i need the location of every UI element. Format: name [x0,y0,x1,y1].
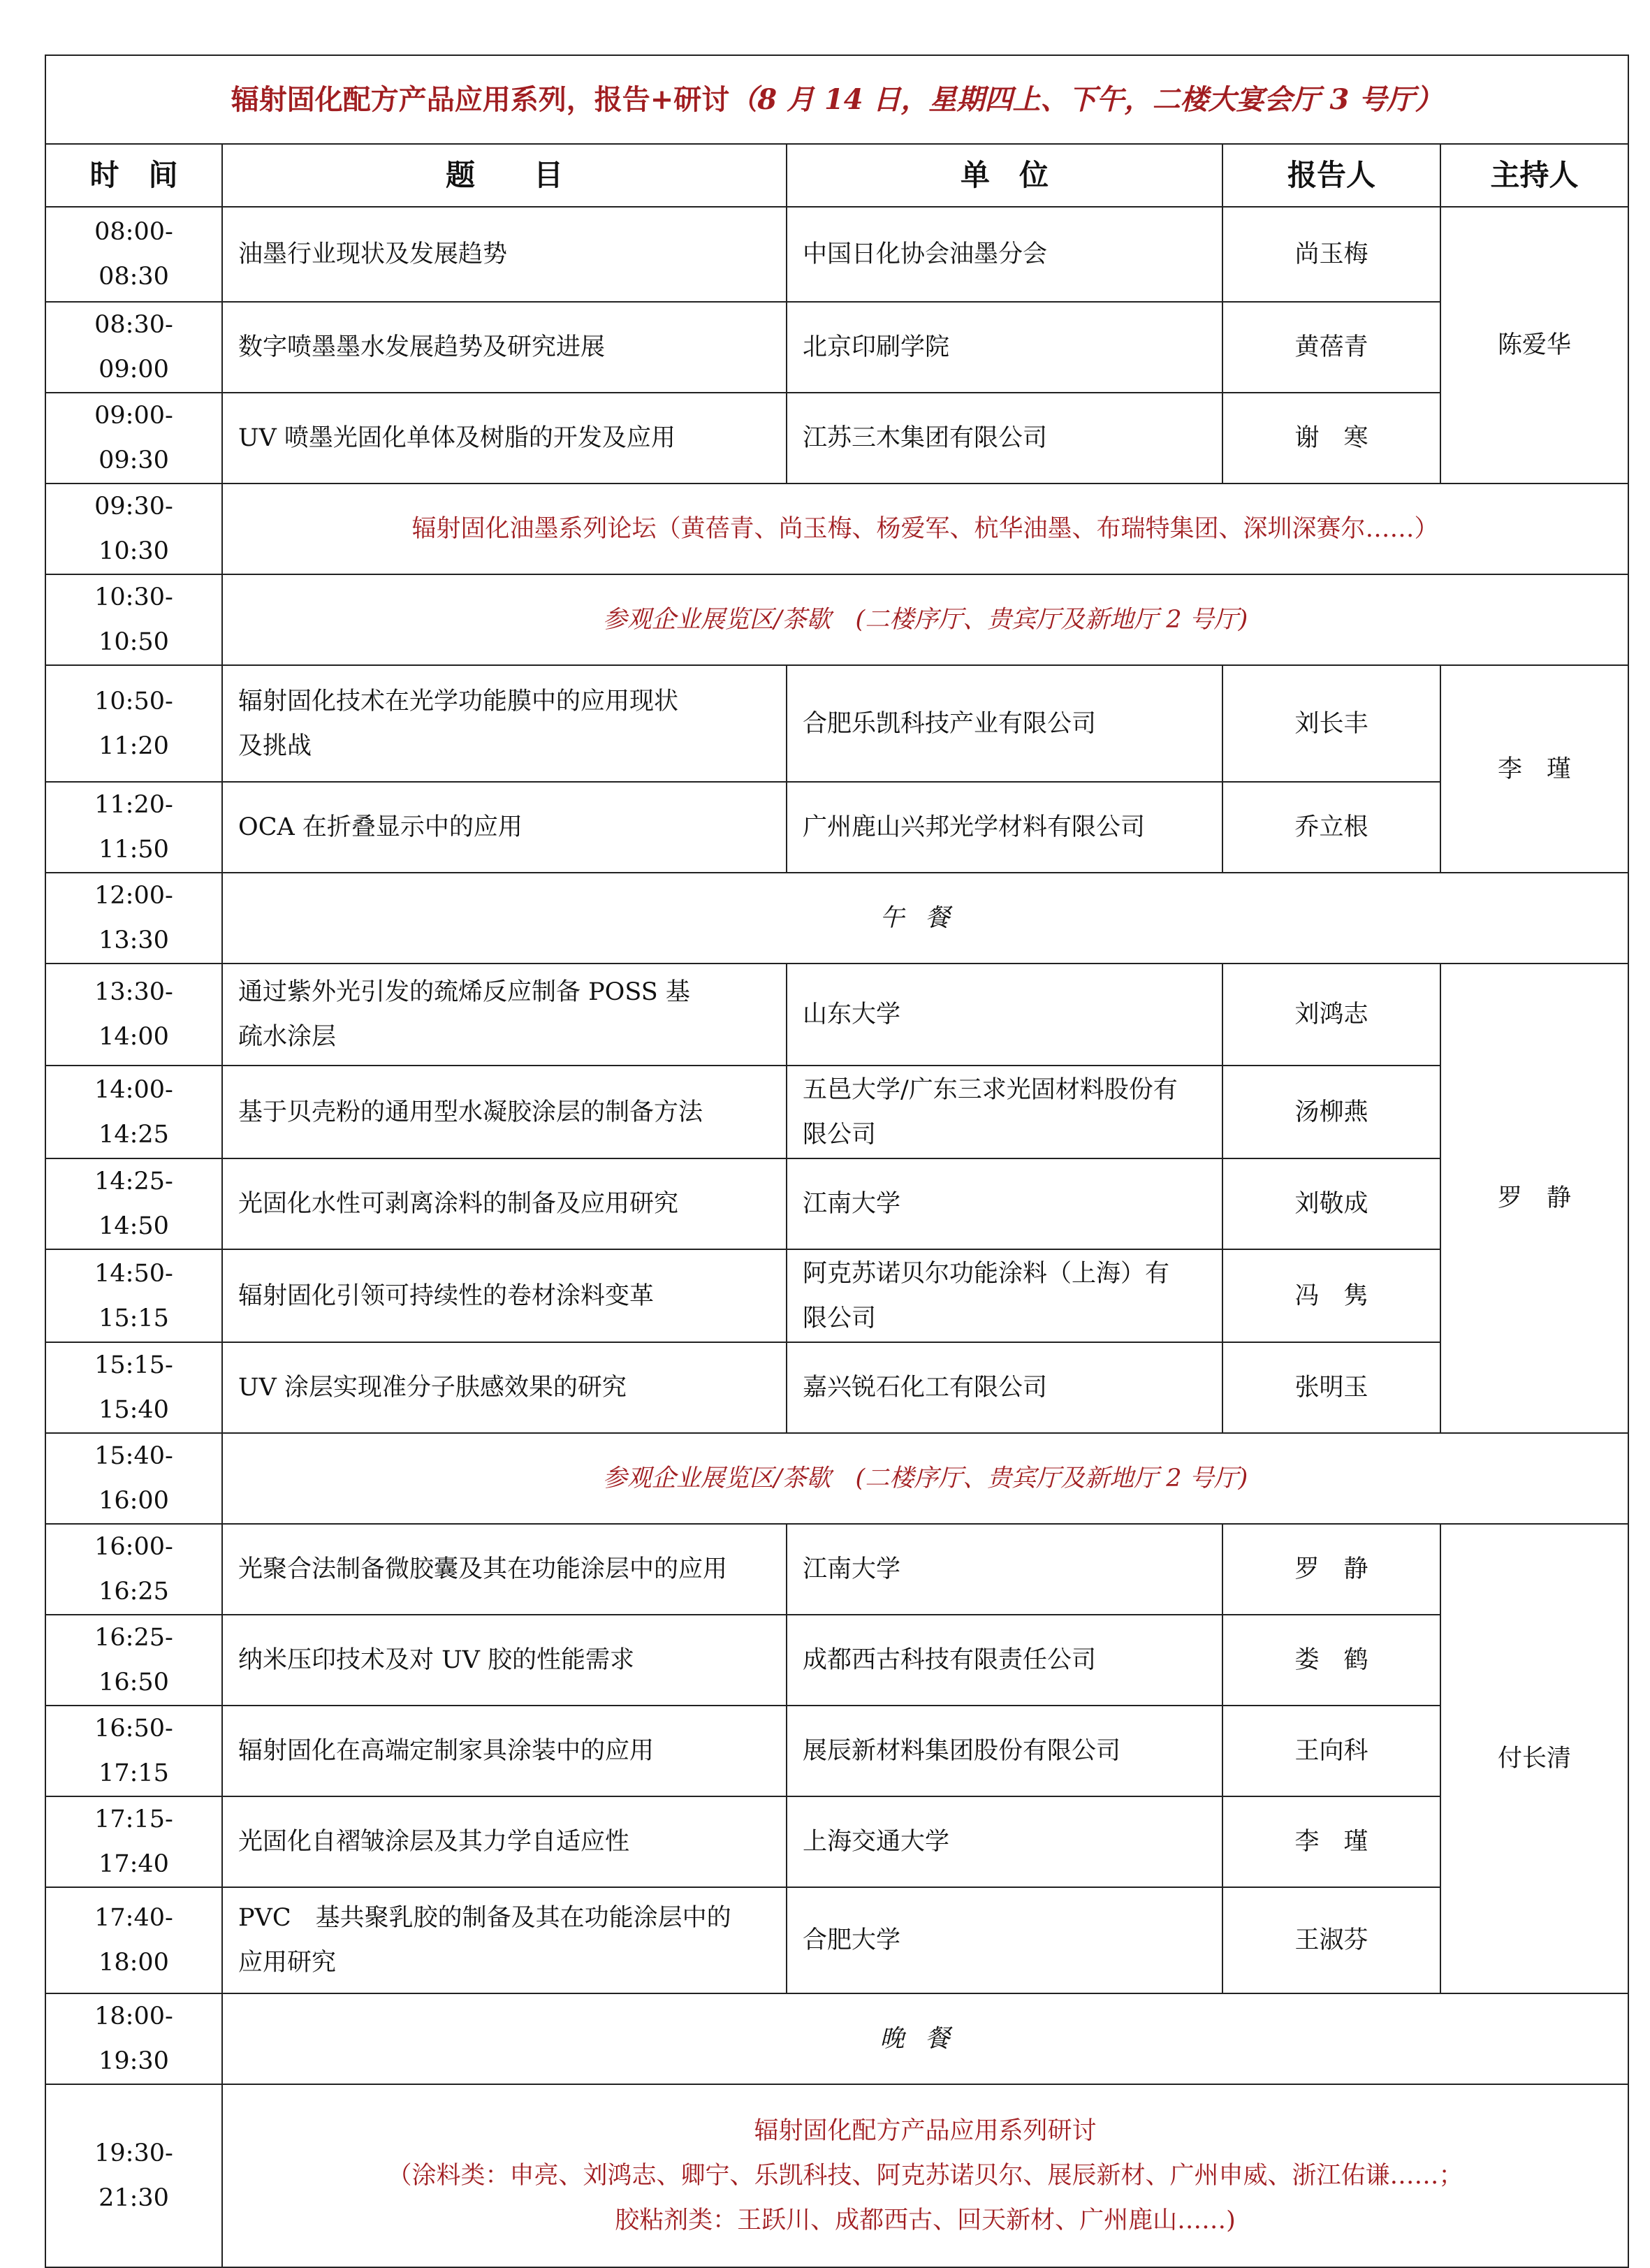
table-row [45,782,1628,873]
unit-cell: 合肥乐凯科技产业有限公司 [787,665,1222,782]
table-row [45,1615,1628,1706]
header-topic: 题 目 [222,144,787,207]
topic-line: 及挑战 [238,732,312,760]
topic-line: 辐射固化技术在光学功能膜中的应用现状 [238,687,679,715]
unit-cell: 江南大学 [787,1524,1222,1615]
time-cell: 17:15-17:40 [45,1796,222,1887]
time-cell: 09:30-10:30 [45,484,222,574]
break-banner: 参观企业展览区/茶歇 (二楼序厅、贵宾厅及新地厅 2 号厅) [222,574,1628,665]
time-cell: 12:00-13:30 [45,873,222,964]
table-row [45,1993,1628,2084]
table-row [45,574,1628,665]
speaker-cell: 张明玉 [1222,1342,1440,1433]
speaker-cell: 冯 隽 [1222,1249,1440,1342]
time-cell: 18:00-19:30 [45,1993,222,2084]
speaker-cell: 尚玉梅 [1222,207,1440,302]
time-cell: 14:50-15:15 [45,1249,222,1342]
topic-cell: UV 喷墨光固化单体及树脂的开发及应用 [222,393,787,484]
time-cell: 15:15-15:40 [45,1342,222,1433]
table-row [45,2084,1628,2267]
topic-cell [222,665,787,782]
topic-cell [222,964,787,1066]
table-row [45,207,1628,302]
unit-cell: 成都西古科技有限责任公司 [787,1615,1222,1706]
speaker-cell: 李 瑾 [1222,1796,1440,1887]
topic-cell: 基于贝壳粉的通用型水凝胶涂层的制备方法 [222,1066,787,1158]
time-cell: 19:30-21:30 [45,2084,222,2267]
header-time: 时 间 [45,144,222,207]
header-speaker: 报告人 [1222,144,1440,207]
speaker-cell: 王淑芬 [1222,1887,1440,1993]
speaker-cell: 娄 鹤 [1222,1615,1440,1706]
host-cell: 陈爱华 [1440,207,1628,484]
host-cell: 李 瑾 [1440,665,1628,873]
time-cell: 08:00-08:30 [45,207,222,302]
time-cell: 10:50-11:20 [45,665,222,782]
schedule-table [45,54,1629,2268]
topic-cell [222,1887,787,1993]
dinner-cell: 晚餐 [222,1993,1628,2084]
unit-cell: 合肥大学 [787,1887,1222,1993]
unit-line: 限公司 [803,1120,877,1149]
table-row [45,1433,1628,1524]
unit-line: 五邑大学/广东三求光固材料股份有 [803,1075,1178,1104]
time-cell: 08:30-09:00 [45,302,222,393]
unit-cell: 北京印刷学院 [787,302,1222,393]
speaker-cell: 王向科 [1222,1706,1440,1796]
table-row [45,1796,1628,1887]
speaker-cell: 罗 静 [1222,1524,1440,1615]
table-row [45,1249,1628,1342]
time-cell: 16:25-16:50 [45,1615,222,1706]
unit-cell: 江苏三木集团有限公司 [787,393,1222,484]
topic-cell: OCA 在折叠显示中的应用 [222,782,787,873]
topic-cell: 辐射固化在高端定制家具涂装中的应用 [222,1706,787,1796]
table-row [45,665,1628,782]
topic-line: 疏水涂层 [238,1023,337,1051]
time-cell: 15:40-16:00 [45,1433,222,1524]
topic-cell: 纳米压印技术及对 UV 胶的性能需求 [222,1615,787,1706]
workshop-coatings: （涂料类：申亮、刘鸿志、卿宁、乐凯科技、阿克苏诺贝尔、展辰新材、广州申威、浙江佑谦……； [387,2162,1463,2190]
unit-line: 限公司 [803,1304,877,1332]
table-row [45,484,1628,574]
speaker-cell: 谢 寒 [1222,393,1440,484]
topic-line: 应用研究 [238,1949,337,1977]
time-cell: 09:00-09:30 [45,393,222,484]
time-cell: 11:20-11:50 [45,782,222,873]
topic-line: PVC 基共聚乳胶的制备及其在功能涂层中的 [238,1904,731,1932]
lunch-cell: 午餐 [222,873,1628,964]
topic-cell: 光固化自褶皱涂层及其力学自适应性 [222,1796,787,1887]
time-cell: 10:30-10:50 [45,574,222,665]
time-cell: 16:50-17:15 [45,1706,222,1796]
topic-cell: UV 涂层实现准分子肤感效果的研究 [222,1342,787,1433]
topic-cell: 辐射固化引领可持续性的卷材涂料变革 [222,1249,787,1342]
topic-cell: 光固化水性可剥离涂料的制备及应用研究 [222,1158,787,1249]
forum-banner: 辐射固化油墨系列论坛（黄蓓青、尚玉梅、杨爱军、杭华油墨、布瑞特集团、深圳深赛尔……） [222,484,1628,574]
unit-cell: 广州鹿山兴邦光学材料有限公司 [787,782,1222,873]
break-banner: 参观企业展览区/茶歇 (二楼序厅、贵宾厅及新地厅 2 号厅) [222,1433,1628,1524]
table-row [45,302,1628,393]
speaker-cell: 刘敬成 [1222,1158,1440,1249]
table-row [45,1158,1628,1249]
unit-cell: 上海交通大学 [787,1796,1222,1887]
unit-line: 阿克苏诺贝尔功能涂料（上海）有 [803,1259,1170,1288]
topic-cell: 数字喷墨墨水发展趋势及研究进展 [222,302,787,393]
workshop-cell [222,2084,1628,2267]
time-cell: 14:00-14:25 [45,1066,222,1158]
unit-cell: 嘉兴锐石化工有限公司 [787,1342,1222,1433]
host-cell: 罗 静 [1440,964,1628,1433]
table-row [45,1887,1628,1993]
time-cell: 17:40-18:00 [45,1887,222,1993]
table-row [45,1066,1628,1158]
table-row [45,873,1628,964]
speaker-cell: 乔立根 [1222,782,1440,873]
workshop-title: 辐射固化配方产品应用系列研讨 [754,2117,1097,2145]
table-row [45,1524,1628,1615]
title-main: 辐射固化配方产品应用系列，报告+研讨 [231,82,730,116]
table-row [45,964,1628,1066]
speaker-cell: 刘鸿志 [1222,964,1440,1066]
workshop-adhesives: 胶粘剂类：王跃川、成都西古、回天新材、广州鹿山……) [615,2207,1236,2234]
header-row [45,144,1628,207]
title-subtitle: （8 月 14 日，星期四上、下午，二楼大宴会厅 3 号厅） [729,82,1443,116]
host-cell: 付长清 [1440,1524,1628,1993]
unit-cell [787,1066,1222,1158]
table-row [45,1342,1628,1433]
time-cell: 16:00-16:25 [45,1524,222,1615]
header-host: 主持人 [1440,144,1628,207]
unit-cell: 展辰新材料集团股份有限公司 [787,1706,1222,1796]
topic-line: 通过紫外光引发的巯烯反应制备 POSS 基 [238,978,690,1006]
unit-cell: 中国日化协会油墨分会 [787,207,1222,302]
topic-cell: 光聚合法制备微胶囊及其在功能涂层中的应用 [222,1524,787,1615]
table-row [45,1706,1628,1796]
unit-cell [787,1249,1222,1342]
header-unit: 单 位 [787,144,1222,207]
topic-cell: 油墨行业现状及发展趋势 [222,207,787,302]
unit-cell: 山东大学 [787,964,1222,1066]
table-row [45,393,1628,484]
speaker-cell: 汤柳燕 [1222,1066,1440,1158]
speaker-cell: 刘长丰 [1222,665,1440,782]
time-cell: 14:25-14:50 [45,1158,222,1249]
schedule-title [45,55,1628,144]
unit-cell: 江南大学 [787,1158,1222,1249]
speaker-cell: 黄蓓青 [1222,302,1440,393]
time-cell: 13:30-14:00 [45,964,222,1066]
